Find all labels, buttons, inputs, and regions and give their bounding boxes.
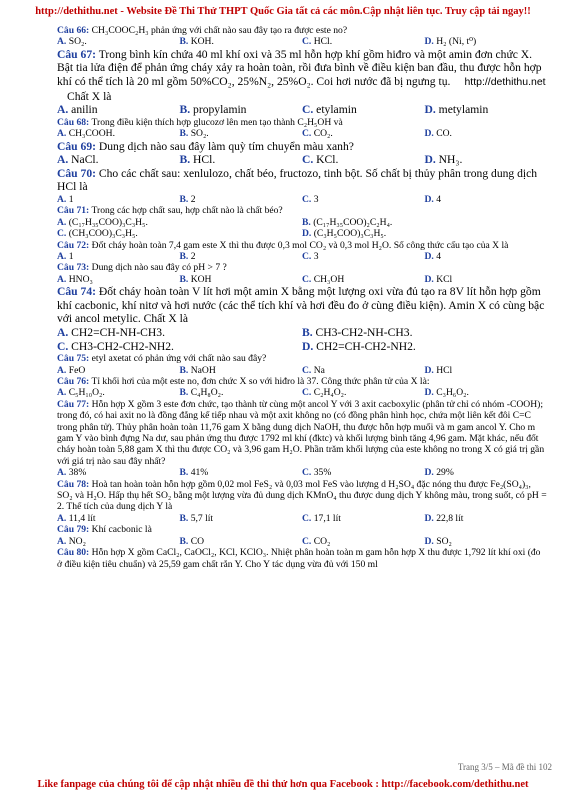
question-78: Câu 78: Hoà tan hoàn toàn hỗn hợp gồm 0,02 mol FeS₂ và 0,03 mol FeS vào lượng d H₂SO₄ đặc nóng thu được Fe₂(SO₄)₃, SO₂ và H₂O. Hấp thụ hết SO₂ bằng một lượng vừa đủ dung dịch KMnO₄ thu được dung dịch Y không màu, trong suốt, có pH = 2. Thể tích của dung dịch Y là — [57, 478, 547, 513]
option-a — [57, 103, 180, 117]
option-text: HCl — [436, 364, 453, 376]
option-d — [425, 387, 548, 398]
option-d — [425, 274, 548, 285]
option-letter: B. — [179, 467, 191, 479]
option-c — [302, 103, 425, 117]
option-letter: C. — [302, 128, 314, 140]
option-a — [57, 387, 180, 398]
options-78 — [57, 513, 547, 524]
option-letter: B. — [179, 273, 191, 285]
option-d — [425, 365, 548, 376]
option-a — [57, 251, 180, 262]
option-d — [425, 251, 548, 262]
option-text: 11,4 lít — [68, 512, 96, 524]
option-b — [180, 387, 303, 398]
option-d — [425, 36, 548, 47]
options-74-row2 — [57, 340, 547, 354]
option-letter: C. — [302, 251, 314, 262]
option-letter: A. — [57, 216, 69, 228]
option-text: NO₂ — [68, 535, 86, 547]
option-letter: B. — [179, 512, 191, 524]
option-text: CH3-CH2-CH2-NH2. — [71, 339, 174, 353]
option-letter: D. — [424, 512, 437, 524]
question-72: Câu 72: Đốt cháy hoàn toàn 7,4 gam este X thì thu được 0,3 mol CO₂ và 0,3 mol H₂O. Số công thức cấu tạo của X là — [57, 239, 509, 251]
options-76 — [57, 387, 547, 398]
option-text: 4 — [436, 193, 442, 205]
option-text: 4 — [436, 251, 442, 262]
option-d — [425, 513, 548, 524]
option-c — [302, 387, 425, 398]
option-text: (C₃H₅COO)₃C₃H₅. — [313, 228, 387, 240]
option-letter: D. — [424, 193, 437, 205]
option-letter: B. — [179, 387, 191, 399]
option-letter: A. — [57, 467, 69, 479]
options-67 — [57, 103, 547, 117]
questions-area — [57, 25, 547, 570]
option-text: NH₃. — [438, 153, 463, 167]
option-b — [302, 217, 547, 228]
option-letter: D. — [424, 251, 437, 262]
option-text: 5,7 lít — [190, 512, 214, 524]
watermark-link[interactable]: http://dethithu.net — [464, 76, 546, 88]
option-text: 29% — [436, 467, 454, 479]
option-text: metylamin — [438, 103, 489, 117]
option-text: propylamin — [193, 103, 247, 117]
option-letter: D. — [424, 467, 437, 479]
option-letter: A. — [57, 273, 69, 285]
option-a — [57, 153, 180, 167]
options-74-row1 — [57, 326, 547, 340]
option-c — [302, 365, 425, 376]
option-letter: C. — [302, 512, 314, 524]
option-letter: B. — [179, 193, 191, 205]
option-text: HCl. — [193, 153, 216, 167]
question-66: Câu 66: CH₃COOC₂H₃ phản ứng với chất nào sau đây tạo ra được este no? — [57, 25, 348, 36]
question-71: Câu 71: Trong các hợp chất sau, hợp chất nào là chất béo? — [57, 205, 283, 217]
option-b — [180, 251, 303, 262]
option-text: (C₁₇H₃₅COO)₂C₂H₄. — [313, 216, 393, 228]
option-b — [180, 467, 303, 478]
option-text: 17,1 lít — [313, 512, 341, 524]
options-77 — [57, 467, 547, 478]
option-text: C₂H₄O₂. — [313, 387, 347, 399]
option-text: KCl. — [316, 153, 339, 167]
option-text: C₃H₆O₂. — [436, 387, 469, 399]
option-letter: D. — [302, 228, 314, 240]
option-c — [302, 194, 425, 205]
option-c — [302, 513, 425, 524]
option-letter: B. — [302, 326, 316, 339]
page-number: Trang 3/5 – Mã đề thi 102 — [457, 762, 552, 772]
option-text: CO₂. — [313, 128, 333, 140]
option-d — [302, 228, 547, 239]
option-letter: A. — [57, 128, 69, 140]
option-letter: D. — [424, 36, 437, 48]
option-text: C₄H₈O₂. — [190, 387, 224, 399]
option-letter: D. — [302, 339, 317, 353]
option-letter: C. — [302, 535, 314, 547]
option-a — [57, 128, 180, 139]
option-a — [57, 274, 180, 285]
options-68 — [57, 128, 547, 139]
options-72 — [57, 251, 547, 262]
option-letter: A. — [57, 251, 69, 262]
option-text: FeO — [68, 364, 86, 376]
option-text: CH₃OH — [313, 273, 345, 285]
option-c — [302, 251, 425, 262]
options-79 — [57, 536, 547, 547]
option-letter: A. — [57, 512, 69, 524]
option-letter: B. — [179, 103, 194, 117]
options-66 — [57, 36, 547, 47]
question-67: Câu 67: Trong bình kín chứa 40 ml khí oxi và 35 ml hỗn hợp khí gồm hiđro và một amin đơn chức X. Bật tia lửa điện để phản ứng cháy xảy ra hoàn toàn, rồi đưa bình về điều kiện ban đầu, thu được hỗn hợp khí có thể tích là 20 ml gồm 50%CO₂, 25%N₂, 25%O₂. Coi hơi nước đã bị ngưng tụ. http://dethithu.net — [57, 47, 546, 88]
option-c — [302, 153, 425, 167]
option-letter: B. — [179, 128, 191, 140]
option-letter: D. — [424, 273, 437, 285]
option-text: C₅H₁₀O₂. — [68, 387, 105, 399]
option-b — [180, 274, 303, 285]
option-text: 35% — [313, 467, 332, 479]
option-b — [180, 153, 303, 167]
options-71-row2 — [57, 228, 547, 239]
option-text: HCl. — [313, 36, 333, 48]
option-d — [425, 128, 548, 139]
option-letter: B. — [179, 153, 194, 167]
option-letter: D. — [424, 103, 439, 117]
option-b — [180, 103, 303, 117]
question-67-sub: Chất X là — [67, 89, 112, 103]
option-letter: D. — [424, 153, 439, 167]
option-text: CH2=CH-NH-CH3. — [71, 326, 165, 339]
option-text: anilin — [71, 103, 98, 117]
option-letter: A. — [57, 387, 69, 399]
option-letter: C. — [57, 228, 69, 240]
option-letter: B. — [179, 535, 191, 547]
option-letter: A. — [57, 36, 69, 48]
option-letter: A. — [57, 153, 72, 167]
option-text: CO₂ — [313, 535, 331, 547]
option-text: HNO₃ — [68, 273, 93, 285]
options-70 — [57, 194, 547, 205]
option-text: Na — [313, 364, 325, 376]
option-letter: C. — [302, 153, 317, 167]
option-text: 3 — [313, 193, 319, 205]
option-letter: A. — [57, 326, 72, 339]
question-70: Câu 70: Cho các chất sau: xenlulozo, chất béo, fructozo, tinh bột. Số chất bị thủy phân trong dung dịch HCl là — [57, 166, 538, 194]
option-text: KOH. — [190, 36, 214, 48]
option-text: 41% — [190, 467, 209, 479]
option-text: etylamin — [316, 103, 357, 117]
option-letter: A. — [57, 364, 69, 376]
option-a — [57, 513, 180, 524]
option-c — [302, 467, 425, 478]
option-d — [425, 194, 548, 205]
option-text: H₂ (Ni, t⁰) — [436, 36, 477, 48]
site-header-link[interactable]: http://dethithu.net - Website Đề Thi Thử THPT Quốc Gia tất cả các môn.Cập nhật liên tục. Truy cập tải ngay!! — [35, 6, 531, 17]
option-text: CH3-CH2-NH-CH3. — [315, 326, 413, 339]
option-letter: B. — [179, 251, 191, 262]
option-text: KOH — [190, 273, 212, 285]
option-text: NaOH — [190, 364, 216, 376]
option-text: (C₁₇H₃₅COO)₃C₃H₅. — [68, 216, 148, 228]
option-text: 22,8 lít — [436, 512, 464, 524]
option-text: 2 — [190, 193, 196, 205]
options-75 — [57, 365, 547, 376]
option-c — [302, 274, 425, 285]
options-73 — [57, 274, 547, 285]
option-letter: D. — [424, 364, 437, 376]
option-b — [180, 194, 303, 205]
option-a — [57, 326, 302, 340]
options-69 — [57, 153, 547, 167]
option-text: SO₂ — [436, 535, 452, 547]
option-c — [302, 536, 425, 547]
option-text: NaCl. — [71, 153, 99, 167]
option-text: 1 — [68, 193, 74, 205]
option-d — [425, 536, 548, 547]
option-letter: A. — [57, 193, 69, 205]
option-letter: B. — [179, 36, 191, 48]
option-b — [180, 36, 303, 47]
option-text: SO₂. — [68, 36, 87, 48]
option-text: 2 — [190, 251, 196, 262]
question-80: Câu 80: Hỗn hợp X gồm CaCl₂, CaOCl₂, KCl, KClO₃. Nhiệt phân hoàn toàn m gam hỗn hợp X thu được 1,792 lít khí oxi (đo ở điều kiện tiêu chuẩn) và 25,59 gam chất rắn Y. Cho Y tác dụng vừa đủ với 150 ml — [57, 547, 541, 570]
option-a — [57, 467, 180, 478]
option-letter: C. — [57, 339, 72, 353]
question-74: Câu 74: Đốt cháy hoàn toàn V lít hơi một amin X bằng một lượng oxi vừa đủ tạo ra 8V lít hỗn hợp gồm khí cacbonic, khí nitơ và hơi nước (các thể tích khí và hơi đều đo ở cùng điều kiện). Amin X có cùng bậc với ancol metylic. Chất X là — [57, 285, 545, 326]
option-c — [57, 228, 302, 239]
option-c — [57, 340, 302, 354]
option-letter: B. — [179, 364, 191, 376]
option-letter: C. — [302, 193, 314, 205]
option-text: SO₂. — [190, 128, 209, 140]
option-text: CO. — [436, 128, 452, 140]
question-75: Câu 75: etyl axetat có phản ứng với chất nào sau đây? — [57, 353, 267, 365]
option-letter: D. — [424, 535, 437, 547]
option-b — [180, 536, 303, 547]
option-a — [57, 536, 180, 547]
option-letter: C. — [302, 36, 314, 48]
option-letter: D. — [424, 387, 437, 399]
option-b — [180, 128, 303, 139]
option-d — [425, 467, 548, 478]
option-d — [302, 340, 547, 354]
question-73: Câu 73: Dung dịch nào sau đây có pH > 7 ? — [57, 262, 227, 274]
option-text: 38% — [68, 467, 87, 479]
question-77: Câu 77: Hỗn hợp X gồm 3 este đơn chức, tạo thành từ cùng một ancol Y với 3 axit cacboxylic (phân tử chỉ có nhóm -COOH); trong đó, có hai axit no là đồng đẳng kế tiếp nhau và một axit không no (có đồng phân hình học, chứa một liên kết đôi C=C trong phân tử). Thủy phân hoàn toàn 11,76 gam X bằng dung dịch NaOH, thu được hỗn hợp muối và m gam ancol Y. Cho m gam Y vào bình đựng Na dư, sau phản ứng thu được 1792 ml khí (đktc) và khối lượng bình tăng 4,96 gam. Mặt khác, nếu đốt cháy hoàn toàn 5,88 gam X thì thu được CO₂ và 3,96 gam H₂O. Phần trăm khối lượng của este không no trong X có giá trị gần với giá trị nào sau đây nhất? — [57, 398, 545, 467]
option-text: CH₃COOH. — [68, 128, 115, 140]
option-b — [180, 513, 303, 524]
option-letter: C. — [302, 103, 317, 117]
option-letter: C. — [302, 364, 314, 376]
option-d — [425, 103, 548, 117]
option-b — [302, 326, 547, 340]
option-c — [302, 128, 425, 139]
question-68: Câu 68: Trong điều kiện thích hợp glucozơ lên men tạo thành C₂H₅OH và — [57, 116, 343, 128]
option-letter: A. — [57, 535, 69, 547]
option-letter: C. — [302, 387, 314, 399]
option-text: (CH₃COO)₃C₃H₅. — [68, 228, 138, 240]
option-c — [302, 36, 425, 47]
option-letter: C. — [302, 273, 314, 285]
option-b — [180, 365, 303, 376]
option-letter: D. — [424, 128, 437, 140]
option-text: CH2=CH-CH2-NH2. — [316, 339, 416, 353]
question-76: Câu 76: Tỉ khối hơi của một este no, đơn chức X so với hiđro là 37. Công thức phân tử của X là: — [57, 376, 430, 387]
option-letter: C. — [302, 467, 314, 479]
option-d — [425, 153, 548, 167]
question-79: Câu 79: Khí cacbonic là — [57, 524, 152, 536]
option-a — [57, 365, 180, 376]
facebook-footer-link[interactable]: Like fanpage của chúng tôi để cập nhật nhiều đề thi thử hơn qua Facebook : http://facebook.com/dethithu.net — [37, 779, 529, 790]
option-a — [57, 194, 180, 205]
option-a — [57, 217, 302, 228]
options-71-row1 — [57, 217, 547, 228]
option-letter: B. — [302, 216, 314, 228]
option-letter: A. — [57, 103, 72, 117]
question-69: Câu 69: Dung dịch nào sau đây làm quỳ tím chuyển màu xanh? — [57, 139, 354, 153]
option-text: CO — [190, 535, 205, 547]
option-text: 1 — [68, 251, 74, 262]
option-text: 3 — [313, 251, 319, 262]
option-a — [57, 36, 180, 47]
option-text: KCl — [436, 273, 453, 285]
